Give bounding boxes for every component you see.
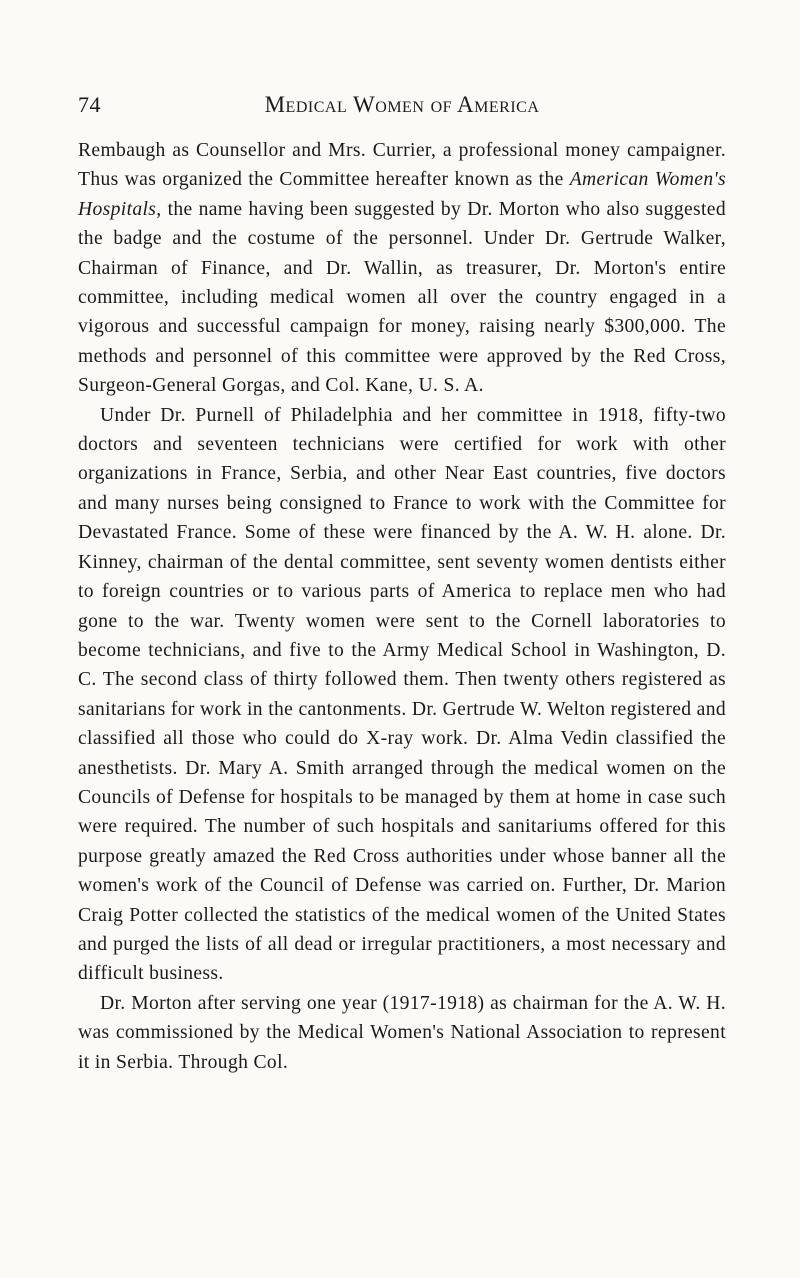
committee-name-italic: American Women's Hospitals, — [78, 169, 726, 220]
paragraph-1 — [78, 136, 726, 401]
page-number: 74 — [78, 92, 101, 117]
book-page — [78, 88, 726, 1077]
running-head — [78, 88, 726, 124]
running-title: Medical Women of America — [264, 92, 540, 117]
paragraph-2: Under Dr. Purnell of Philadelphia and her committee in 1918, fifty-two doctors and seventeen technicians were certified for work with other organizations in France, Serbia, and other Near East countries, five doctors and many nurses being consigned to France to work with the Committee for Devastated France. Some of these were financed by the A. W. H. alone. Dr. Kinney, chairman of the dental committee, sent seventy women dentists either to foreign countries or to various parts of America to replace men who had gone to the war. Twenty women were sent to the Cornell laboratories to become technicians, and five to the Army Medical School in Washington, D. C. The second class of thirty followed them. Then twenty others registered as sanitarians for work in the cantonments. Dr. Gertrude W. Welton registered and classified all those who could do X-ray work. Dr. Alma Vedin classified the anesthetists. Dr. Mary A. Smith arranged through the medical women on the Councils of Defense for hospitals to be managed by them at home in case such were required. The number of such hospitals and sanitariums offered for this purpose greatly amazed the Red Cross authorities under whose banner all the women's work of the Council of Defense was carried on. Further, Dr. Marion Craig Potter collected the statistics of the medical women of the United States and purged the lists of all dead or irregular practitioners, a most necessary and difficult business. — [78, 404, 726, 985]
paragraph-3: Dr. Morton after serving one year (1917-1918) as chairman for the A. W. H. was commissioned by the Medical Women's National Association to represent it in Serbia. Through Col. — [78, 992, 726, 1073]
paragraph-1-start: Rembaugh as Counsellor and Mrs. Currier, a professional money campaigner. Thus was organized the Committee hereafter known as the — [78, 140, 726, 191]
paragraph-1-end: the name having been suggested by Dr. Morton who also suggested the badge and the costume of the personnel. Under Dr. Gertrude Walker, Chairman of Finance, and Dr. Wallin, as treasurer, Dr. Morton's entire committee, including medical women all over the country engaged in a vigorous and successful campaign for money, raising nearly $300,000. The methods and personnel of this committee were approved by the Red Cross, Surgeon-General Gorgas, and Col. Kane, U. S. A. — [78, 198, 726, 397]
body-text — [78, 136, 726, 1077]
